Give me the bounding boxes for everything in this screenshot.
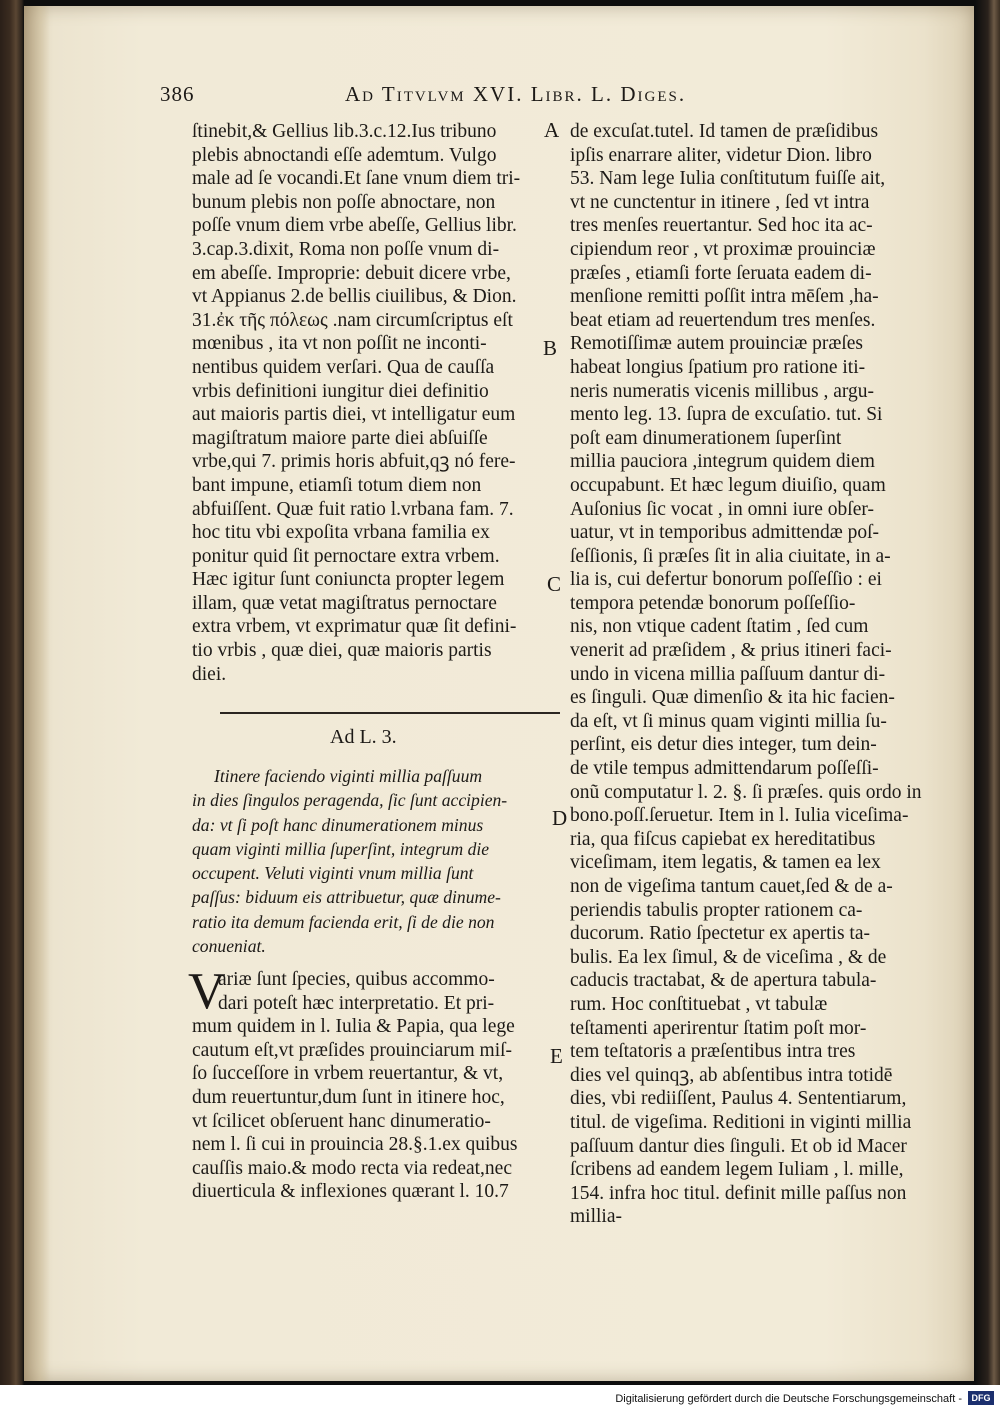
right-column-text [570,120,926,1229]
funding-notice: Digitalisierung gefördert durch die Deutsche Forschungsgemeinschaft - [615,1393,962,1405]
text-line: dies vel quinqꝫ, ab abſentibus intra totidē [570,1064,893,1086]
text-line: Remotiſſimæ autem prouinciæ præſes [570,333,864,355]
text-line: diuerticula & inflexiones quærant l. 10.7 [192,1181,509,1203]
margin-marker-b: B [543,336,558,360]
text-line: tempora petendæ bonorum poſſeſſio- [570,592,856,614]
text-line: 3.cap.3.dixit, Roma non poſſe vnum di- [192,238,500,260]
text-line: male ad ſe vocandi.Et ſane vnum diem tri- [192,168,521,190]
running-title: Ad Titvlvm XVI. Libr. L. Diges. [345,82,687,106]
text-line: abfuiſſent. Quæ fuit ratio l.vrbana fam. 7. [192,498,514,520]
text-line: vt Appianus 2.de bellis ciuilibus, & Dion. [192,286,517,308]
text-line: millia- [570,1206,622,1228]
text-line: tres menſes reuertantur. Sed hoc ita ac- [570,215,873,237]
text-line: viceſimam, item legatis, & tamen ea lex [570,852,881,874]
text-line: vt ſcilicet obſeruent hanc dinumeratio- [192,1110,491,1132]
text-line: titul. de vigeſima. Reditioni in viginti millia [570,1111,912,1133]
text-line: dies, vbi rediiſſent, Paulus 4. Sententiarum, [570,1088,907,1110]
drop-capital: V [188,963,226,1020]
text-line: beat etiam ad reuertendum tres menſes. [570,309,876,331]
text-line: millia pauciora ,integrum quidem diem [570,451,875,473]
text-line: extra vrbem, vt exprimatur quæ ſit defini- [192,616,517,638]
margin-marker-c: C [547,572,562,596]
law-summary-italic [192,764,556,958]
text-line: Auſonius ſic vocat , in omni iure obſer- [570,498,874,520]
summary-line: ratio ita demum facienda erit, ſi de die non [192,911,495,932]
text-line: ponitur quid ſit pernoctare extra vrbem. [192,545,500,567]
text-line: dum reuertuntur,dum ſunt in itinere hoc, [192,1086,505,1108]
text-line: mento leg. 13. ſupra de excuſatio. tut. Si [570,404,883,426]
text-line: em abeſſe. Improprie: debuit dicere vrbe, [192,262,511,284]
dfg-logo: DFG [968,1391,994,1405]
text-line: teſtamenti aperirentur ſtatim poſt mor- [570,1017,867,1039]
text-line: præſes , etiamſi forte ſeruata eadem di- [570,262,872,284]
text-line: cauſſis maio.& modo recta via redeat,nec [192,1157,512,1179]
text-line: mum quidem in l. Iulia & Papia, qua lege [192,1016,515,1038]
text-line: venerit ad præſidem , & prius itineri faci- [570,640,892,662]
text-line: nem l. ſi cui in prouincia 28.§.1.ex quibus [192,1134,518,1156]
text-line: vrbis definitioni iungitur diei definitio [192,380,489,402]
text-line: poſſe vnum diem vrbe abeſſe, Gellius libr. [192,215,517,237]
text-line: dari poteſt hæc interpretatio. Et pri- [218,992,495,1014]
text-line: poſt eam dinumerationem ſuperſint [570,427,842,449]
text-line: occupabunt. Et hæc legum diuiſio, quam [570,474,886,496]
text-line: caducis tractabat, & de apertura tabula- [570,970,877,992]
text-line: 53. Nam lege Iulia conſtitutum fuiſſe ait, [570,168,886,190]
summary-line: in dies ſingulos peragenda, ſic ſunt accipien- [192,790,508,811]
margin-marker-a: A [544,118,560,142]
text-line: aut maioris partis diei, vt intelligatur eum [192,404,516,426]
text-line: bulis. Ea lex ſimul, & de viceſima , & de [570,946,887,968]
text-line: hoc titu vbi expoſita vrbana familia ex [192,522,490,544]
text-line: nis, non vtique cadent ſtatim , ſed cum [570,616,869,638]
page-number: 386 [160,82,195,106]
text-line: vt ne cunctentur in itinere , ſed vt intra [570,191,870,213]
text-line: diei. [192,663,227,685]
text-line: ducorum. Ratio ſpectetur ex apertis ta- [570,923,870,945]
text-line: 154. infra hoc titul. definit mille paſſus non [570,1182,907,1204]
summary-line: occupent. Veluti viginti vnum millia ſunt [192,863,474,884]
summary-line: da: vt ſi poſt hanc dinumerationem minus [192,814,484,835]
text-line: bunum plebis non poſſe abnoctare, non [192,191,496,213]
text-line: ria, qua fiſcus capiebat ex hereditatibus [570,828,876,850]
text-line: neris numeratis vicenis millibus , argu- [570,380,875,402]
summary-line: quam viginti millia ſuperſint, integrum die [192,838,490,859]
digitization-footer [0,1385,1000,1412]
commentary-body [192,968,556,1204]
text-line: vrbe,qui 7. primis horis abfuit,qꝫ nó fere- [192,451,516,473]
text-line: plebis abnoctandi eſſe ademtum. Vulgo [192,144,497,166]
summary-line: paſſus: biduum eis attribuetur, quæ dinume- [192,887,501,908]
page-gutter-shadow [24,6,50,1381]
text-line: Hæc igitur ſunt coniuncta propter legem [192,569,505,591]
text-line: menſione remitti poſſit intra mēſem ,ha- [570,286,879,308]
text-line: onũ computatur l. 2. §. ſi præſes. quis ordo in [570,781,922,803]
text-line: magiſtratum maiore parte diei abſuiſſe [192,427,488,449]
text-line: non de vigeſima tantum cauet,ſed & de a- [570,876,893,897]
text-line: tio vrbis , quæ diei, quæ maioris partis [192,640,492,662]
text-line: ſtinebit,& Gellius lib.3.c.12.Ius tribuno [192,121,497,142]
section-heading: Ad L. 3. [330,726,397,748]
text-line: uatur, vt in temporibus admittendæ poſ- [570,522,880,544]
text-line: perſint, eis detur dies integer, tum dein- [570,734,877,756]
text-line: de vtile tempus admittendarum poſſeſſi- [570,758,879,780]
text-line: 31.ἐκ τῆς πόλεως .nam circumſcriptus eſt [192,309,513,331]
text-line: lia is, cui defertur bonorum poſſeſſio : ei [570,569,882,591]
summary-line: Itinere faciendo viginti millia paſſuum [214,766,483,786]
text-line: ariæ ſunt ſpecies, quibus accommo- [218,969,495,990]
running-header [160,82,740,110]
text-line: es ſinguli. Quæ dimenſio & ita hic facien- [570,687,895,709]
margin-marker-e: E [550,1044,563,1068]
text-line: ſeſſionis, ſi præſes ſit in alia ciuitate, in a- [570,545,891,567]
text-line: ſo ſucceſſore in vrbem reuertantur, & vt, [192,1063,504,1085]
section-divider [220,712,560,714]
summary-line: conueniat. [192,936,266,957]
text-line: ipſis enarrare aliter, videtur Dion. libro [570,144,872,166]
text-line: habeat longius ſpatium pro ratione iti- [570,356,866,378]
text-line: undo in vicena millia paſſuum dantur di- [570,663,886,685]
margin-marker-d: D [552,806,568,830]
text-line: tem teſtatoris a præſentibus intra tres [570,1041,856,1063]
text-line: cipiendum reor , vt proximæ prouinciæ [570,238,876,260]
text-line: rum. Hoc conſtituebat , vt tabulæ [570,993,828,1015]
text-line: da eſt, vt ſi minus quam viginti millia ſu- [570,710,887,732]
text-line: de excuſat.tutel. Id tamen de præſidibus [570,121,879,142]
text-line: mœnibus , ita vt non poſſit ne inconti- [192,333,487,355]
text-line: nentibus quidem verſari. Qua de cauſſa [192,356,495,378]
text-line: paſſuum dantur dies ſinguli. Et ob id Macer [570,1135,907,1157]
text-line: periendis tabulis propter rationem ca- [570,899,863,921]
text-line: bant impune, etiamſi totum diem non [192,474,482,496]
left-column-text [192,120,544,686]
text-line: cautum eſt,vt præſides prouinciarum miſ- [192,1039,513,1061]
text-line: ſcribens ad eandem legem Iuliam , l. mille, [570,1159,904,1181]
text-line: illam, quæ vetat magiſtratus pernoctare [192,592,497,614]
text-line: bono.poſſ.ſeruetur. Item in l. Iulia viceſima- [570,805,909,827]
